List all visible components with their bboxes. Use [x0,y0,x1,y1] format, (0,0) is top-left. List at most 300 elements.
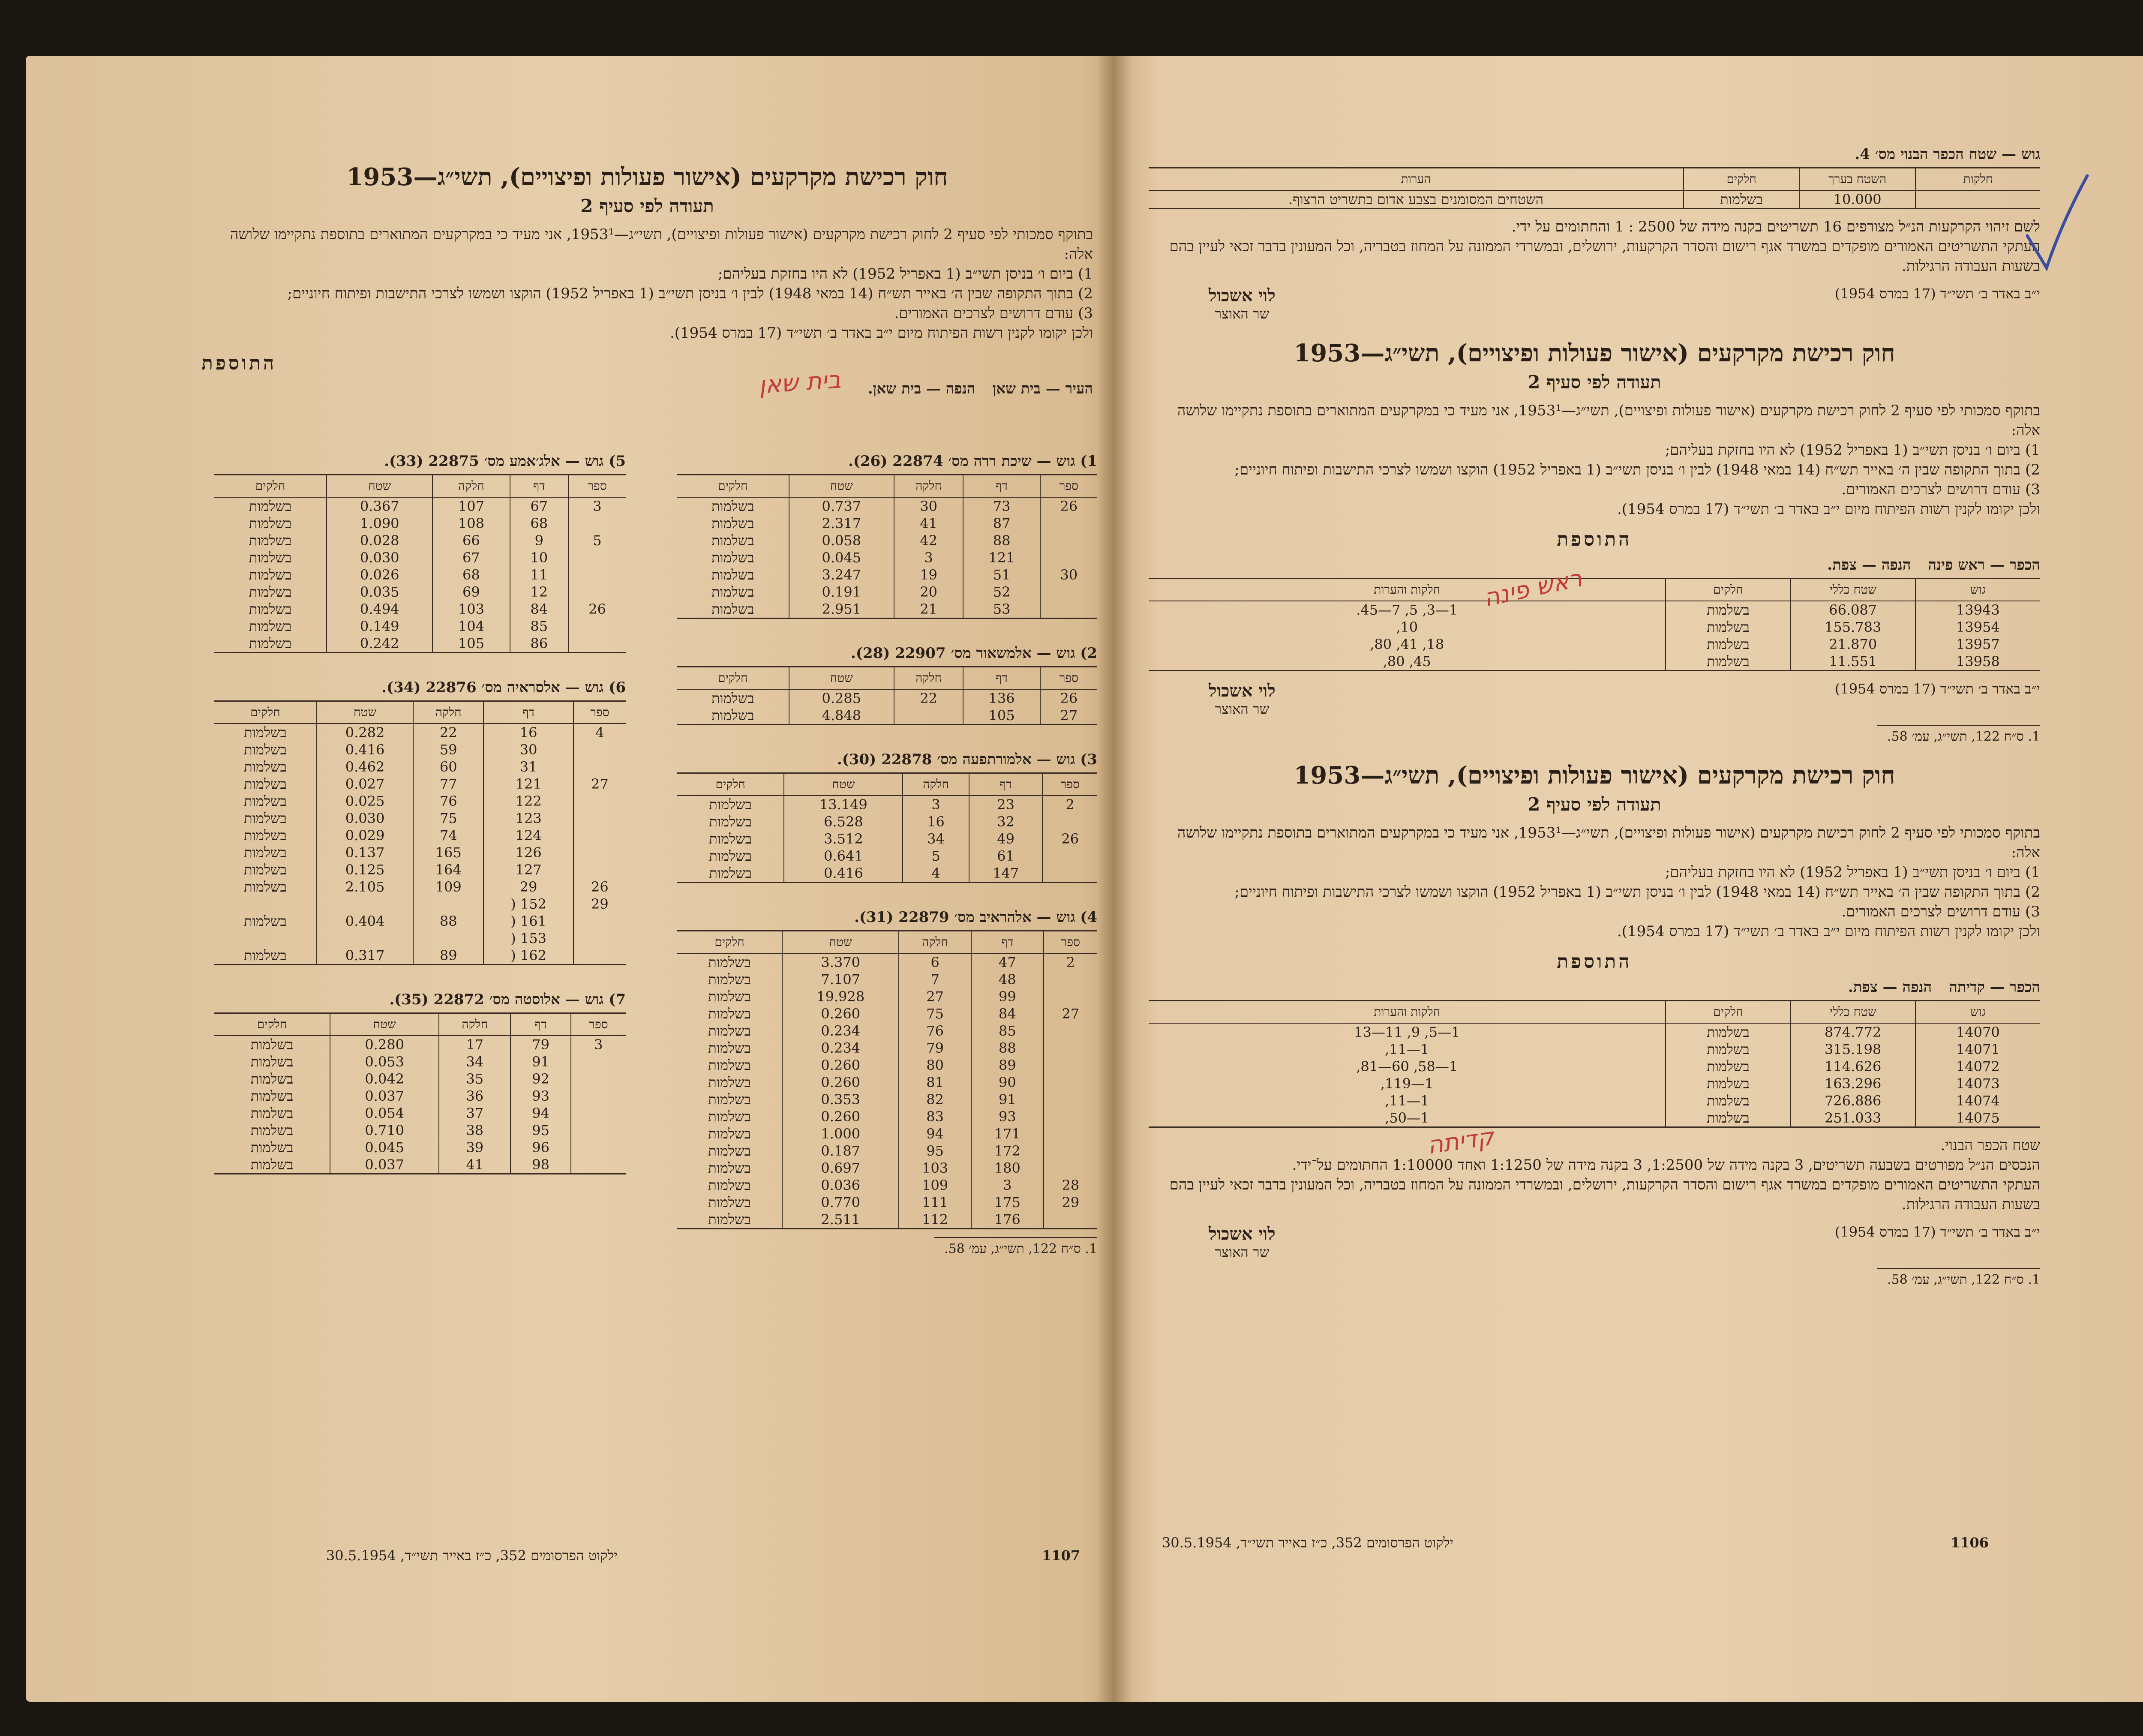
cell: 105 [963,707,1040,725]
table-row [677,583,1097,601]
table-row [677,1159,1097,1177]
cell: 176 [971,1211,1044,1229]
cell: 1—5, 9, 11—13 [1354,1024,1460,1040]
cell: 0.770 [782,1194,899,1211]
place-line [201,380,1093,397]
cell: בשלמות [1666,1023,1790,1041]
cell [568,583,626,601]
cell: 10.000 [1799,190,1915,209]
cell: 16 [903,813,969,830]
cell: בשלמות [249,584,292,600]
cell: 4 [903,865,969,883]
cell: 48 [971,971,1044,988]
header-cell: ספר [1040,475,1097,498]
table-row [214,758,626,775]
header-cell: חלקים [214,1013,330,1036]
cell: בשלמות [1666,1075,1790,1092]
header-cell: חלקים [677,475,789,498]
table-row [677,1142,1097,1159]
cell: 11 [510,566,568,583]
cell [1040,549,1097,566]
cell: 109 [899,1177,971,1194]
date: י״ב באדר ב׳ תשי״ד (17 במרס 1954) [1834,285,2040,302]
top-table [1149,167,2040,209]
cell: 27 [573,775,626,793]
cell: 12 [510,583,568,601]
header-cell: ספר [571,1013,626,1036]
cell: בשלמות [711,498,754,514]
cell: 315.198 [1791,1041,1915,1058]
cell [1044,1142,1097,1159]
header-cell: ספר [568,475,626,498]
table-row [677,796,1097,813]
cell: 3.370 [782,953,899,971]
table-row [214,844,626,861]
item-number: 3) [2025,481,2040,498]
cell: 5 [568,532,626,549]
table-row [677,532,1097,549]
cell: 39 [439,1139,510,1156]
date: י״ב באדר ב׳ תשי״ד (17 במרס 1954) [1834,681,2040,697]
pen-annotation: בית שאן [757,366,842,399]
table-row [214,566,626,583]
cell: בשלמות [711,584,754,600]
header-cell: דף [510,475,568,498]
header-cell: חלקה [899,931,971,954]
cell: 79 [899,1039,971,1057]
cell: 9 [510,532,568,549]
cell: בשלמות [244,913,287,929]
cell: 107 [432,497,510,515]
cell [1044,1211,1097,1229]
cell [1042,813,1097,830]
table-row [677,1125,1097,1142]
block-table [677,474,1097,619]
table-row [214,583,626,601]
cell: 1—11, [1385,1093,1429,1109]
cell: בשלמות [708,1040,751,1056]
cell: בשלמות [1666,1092,1790,1109]
cell: 874.772 [1791,1023,1915,1041]
table-row [677,953,1097,971]
header-cell: חלקה [894,667,963,690]
cell [568,549,626,566]
cell: 23 [969,796,1043,813]
cell: בשלמות [709,814,752,830]
table-row [214,913,626,930]
cell: 41 [439,1156,510,1174]
cell: 111 [899,1194,971,1211]
cell: 88 [963,532,1040,549]
cell: 26 [573,878,626,895]
cell: בשלמות [1666,1109,1790,1127]
cell: 175 [971,1194,1044,1211]
table-row [214,532,626,549]
village: הכפר — ראש פינה [1928,556,2040,574]
signature-row [1149,1224,2040,1260]
cell: 0.710 [330,1122,439,1139]
cell: בשלמות [711,690,754,706]
table-row [214,1139,626,1156]
table-row [677,1057,1097,1074]
table-row [214,775,626,793]
notice-subtitle: תעודה לפי סעיף 2 [1528,794,1661,815]
cell: בשלמות [708,1091,751,1108]
table-row [677,1177,1097,1194]
cell: 99 [971,988,1044,1005]
table-row [1149,1041,2040,1058]
cell: 0.697 [782,1159,899,1177]
check-mark-icon [2023,171,2092,274]
item-number: 2) [2025,883,2040,901]
cell: 5 [903,847,969,865]
cell: 29 [573,895,626,913]
left-page-right-tables [677,442,1097,1256]
cell: בשלמות [708,1108,751,1125]
table-row [1149,636,2040,653]
cell: 79 [510,1036,570,1053]
cell: 93 [510,1087,570,1105]
cell: 73 [963,497,1040,515]
cell: 0.353 [782,1091,899,1108]
block-heading: 5) גוש — אלג׳אמע מס׳ 22875 (33). [384,453,626,470]
cell: 6 [899,953,971,971]
cell: 61 [969,847,1043,865]
item-number: 3) [2025,903,2040,920]
header-cell: שטח [784,773,903,796]
table-row [214,1122,626,1139]
cell: בשלמות [677,601,789,619]
notice-title: חוק רכישת מקרקעים (אישור פעולות ופיצויים), תשי״ג—1953 [1294,761,1895,790]
cell: 0.641 [784,847,903,865]
cell: 30 [894,497,963,515]
cell: 109 [413,878,483,895]
signer-role: שר האוצר [1215,1244,1270,1260]
cell: 108 [432,515,510,532]
header-cell: חלקה [903,773,969,796]
cell: בשלמות [244,776,287,792]
cell: 124 [483,827,573,844]
header-cell: חלקים [1684,168,1799,191]
block-heading: 1) גוש — שיכת ררה מס׳ 22874 (26). [848,453,1097,470]
cell [571,1087,626,1105]
cell: 3 [894,549,963,566]
signer-role: שר האוצר [1215,306,1270,322]
cell [1044,1091,1097,1108]
block-heading: 2) גוש — אלמשאור מס׳ 22907 (28). [851,645,1097,662]
cell: 20 [894,583,963,601]
table-row [1149,601,2040,619]
header-cell: שטח [789,667,894,690]
cell: 0.045 [330,1139,439,1156]
item-text: ביום ו׳ בניסן תשי״ב (1 באפריל 1952) לא היו בחזקת בעליהם; [1665,864,2020,881]
town: העיר — בית שאן [992,380,1093,397]
cell: 82 [899,1091,971,1108]
cell: 121 [963,549,1040,566]
cell: 105 [432,635,510,653]
cell: 1—11, [1385,1041,1429,1057]
table-row [214,618,626,635]
cell [573,930,626,947]
cell: בשלמות [708,1074,751,1090]
cell: 0.037 [330,1156,439,1174]
notice-item [201,264,1093,284]
cell: 37 [439,1105,510,1122]
cell: 69 [432,583,510,601]
header-cell: הערות [1149,168,1684,191]
cell: 114.626 [1791,1058,1915,1075]
cell [317,930,413,947]
cell [214,930,317,947]
cell: 32 [969,813,1043,830]
cell: 13954 [1915,619,2040,636]
cell [571,1156,626,1174]
notice-item [1149,460,2040,480]
cell: 0.027 [317,775,413,793]
cell: 77 [413,775,483,793]
table-row [677,1194,1097,1211]
table-row [214,861,626,878]
signer-role: שר האוצר [1215,701,1270,717]
cell: בשלמות [249,567,292,583]
header-cell: ספר [573,701,626,724]
cell: 30 [483,741,573,758]
right-page-column [1149,146,2040,1287]
cell: בשלמות [1666,1041,1790,1058]
cell: 0.054 [330,1105,439,1122]
cell: 95 [510,1122,570,1139]
cell: בשלמות [250,1036,294,1053]
notice-intro: בתוקף סמכותי לפי סעיף 2 לחוק רכישת מקרקעים (אישור פעולות ופיצויים), תשי״ג—1953¹, אני מעיד כי במקרקעים המתוארים בתוספת נתקיימו שלושה אלה: [1177,402,2040,439]
cell: 0.462 [317,758,413,775]
notice-subtitle: תעודה לפי סעיף 2 [1528,372,1661,393]
item-number: 2) [2025,461,2040,478]
header-cell: שטח [789,475,894,498]
table-row [214,793,626,810]
cell [894,707,963,725]
cell: בשלמות [244,879,287,895]
table-row [677,1022,1097,1039]
block-table [677,772,1097,883]
cell: 2.951 [789,601,894,619]
cell: 3 [568,497,626,515]
subdistrict: הנפה — צפת. [1848,979,1932,996]
cell: 0.026 [327,566,432,583]
cell [573,741,626,758]
date: י״ב באדר ב׳ תשי״ד (17 במרס 1954) [1834,1224,2040,1240]
cell: 103 [432,601,510,618]
cell: 0.030 [327,549,432,566]
top-table-heading: גוש — שטח הכפר הבנוי מס׳ 4. [1855,146,2040,163]
schedule-heading: התוספת [201,352,277,374]
cell: 1—50, [1149,1109,1666,1127]
cell: 2.511 [782,1211,899,1229]
table-row [214,601,626,618]
schedule-heading: התוספת [1557,529,1632,550]
cell: בשלמות [250,1088,294,1104]
block-table [214,1012,626,1174]
notice-title: חוק רכישת מקרקעים (אישור פעולות ופיצויים), תשי״ג—1953 [1294,339,1895,367]
signer-name: לוי אשכול [1209,681,1276,701]
cell: 86 [510,635,568,653]
cell: בשלמות [711,515,754,532]
cell: 75 [413,810,483,827]
cell: בשלמות [708,1177,751,1193]
cell: 87 [963,515,1040,532]
cell: בשלמות [709,848,752,864]
cell [1044,1074,1097,1091]
header-cell: השטח בערך [1799,168,1915,191]
table-row [677,865,1097,883]
item-text: בתוך התקופה שבין ה׳ באייר תש״ח (14 במאי 1948) לבין ו׳ בניסן תשי״ב (1 באפריל 1952) הוקצו ושמשו לצרכי התישבות ופיתוח חיוניים; [287,285,1073,302]
header-cell: שטח [317,701,413,724]
header-cell: שטח [330,1013,439,1036]
cell: בשלמות [708,1160,751,1176]
table-row [677,497,1097,515]
cell: בשלמות [244,724,287,741]
cell: 60 [413,758,483,775]
cell: 81 [899,1074,971,1091]
cell [1040,583,1097,601]
cell [573,844,626,861]
cell: בשלמות [708,1143,751,1159]
cell [413,895,483,913]
table-row [677,549,1097,566]
cell: 2.317 [789,515,894,532]
table-row [214,1105,626,1122]
cell: 0.280 [330,1036,439,1053]
notice-item [1149,862,2040,882]
notice-item [201,303,1093,323]
cell: 51 [963,566,1040,583]
cell: 0.416 [784,865,903,883]
cell [573,758,626,775]
cell: 1—3, 5, 7—45. [1356,602,1458,618]
cell [571,1122,626,1139]
table-row [214,810,626,827]
cell: 165 [413,844,483,861]
cell: 163.296 [1791,1075,1915,1092]
cell: בשלמות [214,635,327,653]
cell: 84 [510,601,568,618]
cell: בשלמות [1666,636,1790,653]
header-cell: דף [510,1013,570,1036]
page-footer [1132,1535,1989,1551]
cell: בשלמות [250,1122,294,1138]
cell: 10 [510,549,568,566]
cell: 85 [971,1022,1044,1039]
signer [1209,681,1276,717]
cell: 103 [899,1159,971,1177]
cell: 0.260 [782,1074,899,1091]
cell: 29 [483,878,573,895]
cell [571,1053,626,1070]
cell: 0.737 [789,497,894,515]
cell: 27 [899,988,971,1005]
notice-item [1149,440,2040,460]
cell: 7 [899,971,971,988]
item-number: 1) [2025,864,2040,881]
item-text: בתוך התקופה שבין ה׳ באייר תש״ח (14 במאי 1948) לבין ו׳ בניסן תשי״ב (1 באפריל 1952) הוקצו ושמשו לצרכי התישבות ופיתוח חיוניים; [1234,461,2020,478]
table-row [214,497,626,515]
cell: 96 [510,1139,570,1156]
cell [1042,865,1097,883]
cell: 27 [1044,1005,1097,1022]
cell: 0.187 [782,1142,899,1159]
item-text: בתוך התקופה שבין ה׳ באייר תש״ח (14 במאי 1948) לבין ו׳ בניסן תשי״ב (1 באפריל 1952) הוקצו ושמשו לצרכי התישבות ופיתוח חיוניים; [1234,883,2020,901]
cell: 4 [573,724,626,741]
book-gutter [1097,56,1132,1702]
cell: 0.260 [782,1108,899,1125]
header-cell: חלקים [677,931,782,954]
item-text: ביום ו׳ בניסן תשי״ב (1 באפריל 1952) לא היו בחזקת בעליהם; [1665,442,2020,459]
cell: 76 [899,1022,971,1039]
subdistrict: הנפה — בית שאן. [867,380,975,397]
cell: בשלמות [677,865,784,883]
table-row [677,988,1097,1005]
notice-item [201,284,1093,303]
table-row [214,895,626,913]
notice-subtitle: תעודה לפי סעיף 2 [580,195,714,216]
footnote: 1. ס״ח 122, תשי״ג, עמ׳ 58. [1877,725,2040,744]
cell: 26 [1040,689,1097,707]
schedule-heading: התוספת [1557,951,1632,973]
cell: 14074 [1915,1092,2040,1109]
cell [573,913,626,930]
cell: בשלמות [708,1126,751,1142]
place-line [1149,979,2040,996]
cell: 26 [1042,830,1097,847]
cell: 0.037 [330,1087,439,1105]
table-row [214,827,626,844]
cell: 1—58, 60—81, [1356,1058,1458,1075]
cell: 13958 [1915,653,2040,671]
cell: בשלמות [244,810,287,826]
cell: 1—119, [1380,1075,1434,1092]
item-text: עודם דרושים לצרכים האמורים. [1841,903,2020,920]
table-row [214,515,626,532]
block-heading: 6) גוש — אלסראיה מס׳ 22876 (34). [381,679,626,696]
header-cell: שטח כללי [1791,579,1915,601]
notice-closing: ולכן יקומו לקנין רשות הפיתוח מיום י״ב באדר ב׳ תשי״ד (17 במרס 1954). [1617,923,2040,940]
cell: 0.036 [782,1177,899,1194]
cell [1044,988,1097,1005]
cell: 93 [971,1108,1044,1125]
left-page-column [201,163,1093,397]
cell [1915,190,2040,209]
cell: בשלמות [244,862,287,878]
cell: 94 [510,1105,570,1122]
cell: בשלמות [708,1057,751,1073]
cell: 19 [894,566,963,583]
cell: בשלמות [1684,190,1799,209]
table-row [214,1036,626,1053]
header-cell: דף [969,773,1043,796]
cell: בשלמות [708,988,751,1005]
cell: 122 [483,793,573,810]
cell: 53 [963,601,1040,619]
cell: 47 [971,953,1044,971]
cell: 726.886 [1791,1092,1915,1109]
cell: 104 [432,618,510,635]
notice-closing: ולכן יקומו לקנין רשות הפיתוח מיום י״ב באדר ב׳ תשי״ד (17 במרס 1954). [669,324,1093,342]
cell: 19.928 [782,988,899,1005]
cell: 0.234 [782,1022,899,1039]
cell: 0.494 [327,601,432,618]
header-cell: חלקים [1666,579,1790,601]
cell: 95 [899,1142,971,1159]
cell [568,618,626,635]
